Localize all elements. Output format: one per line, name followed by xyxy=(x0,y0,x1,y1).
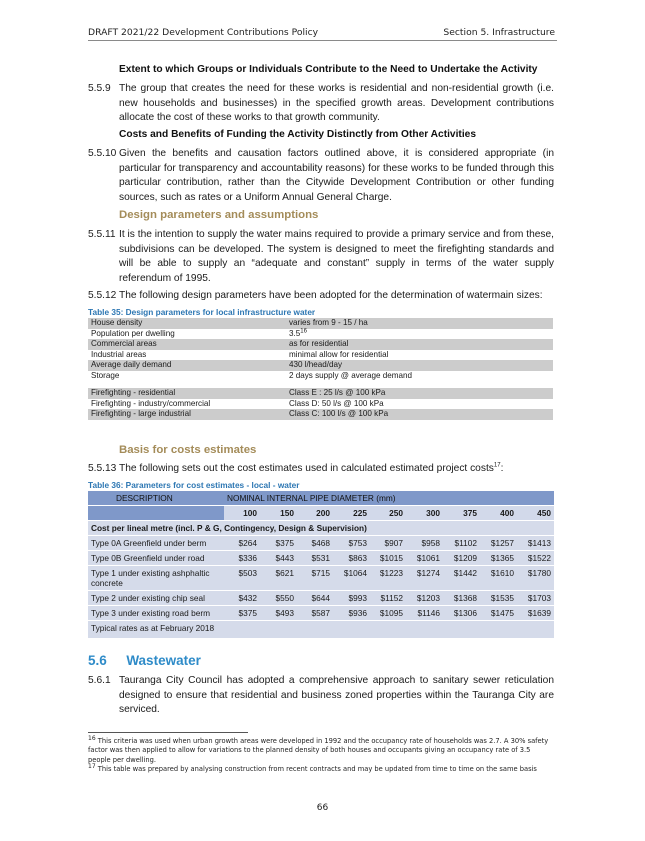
cost-cell: $493 xyxy=(260,606,297,621)
cost-cell: $375 xyxy=(260,536,297,551)
table-row xyxy=(88,536,554,551)
cost-cell: $1475 xyxy=(480,606,517,621)
param-label: Firefighting - industry/commercial xyxy=(91,398,211,408)
param-value: varies from 9 - 15 / ha xyxy=(286,318,553,329)
diameter-375: 375 xyxy=(443,506,480,521)
cost-cell: $1780 xyxy=(517,566,554,591)
row-label: Type 0B Greenfield under road xyxy=(88,551,224,566)
cost-cell: $1095 xyxy=(370,606,406,621)
section-number: 5.6 xyxy=(88,653,107,668)
diameter-225: 225 xyxy=(333,506,370,521)
table-footer-row xyxy=(88,621,554,639)
cost-cell: $993 xyxy=(333,591,370,606)
paragraph-5510: Given the benefits and causation factors outlined above, it is considered appropriate (in particular for transparency and accountability reasons) for these works to be funded through this particular contribution, rather than the Citywide Development Contribution or other funding sources, such as rates or a Uniform Annual General Charge. xyxy=(119,148,554,204)
cost-cell: $1610 xyxy=(480,566,517,591)
table-spacer xyxy=(88,381,553,388)
cost-cell: $550 xyxy=(260,591,297,606)
cost-cell: $1203 xyxy=(406,591,443,606)
footnote-16 xyxy=(88,734,555,765)
cost-cell: $621 xyxy=(260,566,297,591)
param-value: 430 l/head/day xyxy=(286,360,553,371)
cost-cell: $1368 xyxy=(443,591,480,606)
param-label: Storage xyxy=(91,370,120,380)
row-label: Type 0A Greenfield under berm xyxy=(88,536,224,551)
diameter-300: 300 xyxy=(406,506,443,521)
row-label: Type 3 under existing road berm xyxy=(88,606,224,621)
paragraph-5513 xyxy=(119,462,554,477)
table-row xyxy=(88,371,553,382)
table-row xyxy=(88,350,553,361)
cost-cell: $1015 xyxy=(370,551,406,566)
header-description: DESCRIPTION xyxy=(113,491,224,506)
cost-cell: $958 xyxy=(406,536,443,551)
paragraph-5513-end: : xyxy=(500,463,504,474)
paragraph-number-5513: 5.5.13 xyxy=(88,463,117,474)
paragraph-number-5512: 5.5.12 xyxy=(88,290,117,301)
paragraph-559: The group that creates the need for these works is residential and non-residential growth (i.e. new households and businesses) in the specified growth areas. Development contributions allocate the cost of these works to that growth community. xyxy=(119,83,554,124)
header-cell-blank xyxy=(88,491,113,506)
diameter-200: 200 xyxy=(297,506,333,521)
param-label: House density xyxy=(88,318,286,329)
cost-cell: $1413 xyxy=(517,536,554,551)
table-row xyxy=(88,388,553,399)
header-cell-blank xyxy=(88,506,113,521)
heading-extent: Extent to which Groups or Individuals Contribute to the Need to Undertake the Activity xyxy=(119,64,538,75)
table-35-caption: Table 35: Design parameters for local infrastructure water xyxy=(88,307,316,317)
table-row xyxy=(88,409,553,420)
table-row xyxy=(88,606,554,621)
param-value: Class D: 50 l/s @ 100 kPa xyxy=(289,398,384,408)
param-value: Class E : 25 l/s @ 100 kPa xyxy=(286,388,553,399)
cost-cell: $1522 xyxy=(517,551,554,566)
cost-cell: $863 xyxy=(333,551,370,566)
table-row xyxy=(88,591,554,606)
footnote-ref-17: 17 xyxy=(493,462,501,469)
diameter-100: 100 xyxy=(224,506,260,521)
param-value xyxy=(286,329,553,340)
param-value: as for residential xyxy=(286,339,553,350)
footnote-text: This criteria was used when urban growth areas were developed in 1992 and the occupancy rate of households was 2.7. A 30% safety factor was then applied to allow for variations to the planned density of both houses and occupants giving an occupancy rate of 3.5 people per dwelling. xyxy=(88,737,549,764)
cost-cell: $375 xyxy=(224,606,260,621)
footnote-text: This table was prepared by analysing construction from recent contracts and may be updated from time to time on the same basis xyxy=(97,765,537,773)
cost-cell: $1306 xyxy=(443,606,480,621)
cost-cell: $1061 xyxy=(406,551,443,566)
cost-cell: $715 xyxy=(297,566,333,591)
section-row xyxy=(88,521,554,536)
cost-cell: $907 xyxy=(370,536,406,551)
cost-cell: $1442 xyxy=(443,566,480,591)
cost-cell: $936 xyxy=(333,606,370,621)
param-label: Industrial areas xyxy=(91,349,147,359)
subheading-basis-cost-estimates: Basis for costs estimates xyxy=(119,444,257,456)
cost-cell: $1152 xyxy=(370,591,406,606)
table-row xyxy=(88,318,553,329)
diameter-250: 250 xyxy=(370,506,406,521)
cost-cell: $1365 xyxy=(480,551,517,566)
table-header-row xyxy=(88,491,554,506)
diameter-150: 150 xyxy=(260,506,297,521)
cost-cell: $1535 xyxy=(480,591,517,606)
cost-estimates-table xyxy=(88,490,554,638)
row-label: Type 1 under existing ashphaltic concrete xyxy=(88,566,224,591)
header-divider xyxy=(88,40,557,41)
param-value: 2 days supply @ average demand xyxy=(289,370,412,380)
param-value-text: 3.5 xyxy=(289,328,301,338)
header-section-title: Section 5. Infrastructure xyxy=(443,27,555,38)
row-label: Type 2 under existing chip seal xyxy=(88,591,224,606)
diameter-400: 400 xyxy=(480,506,517,521)
cost-cell: $443 xyxy=(260,551,297,566)
table-row xyxy=(88,551,554,566)
paragraph-5511: It is the intention to supply the water mains required to provide a primary service and from these, subdivisions can be developed. The system is designed to meet the firefighting standards and will be able to supply an “adequate and constant” supply in terms of the water supply referendum of 1995. xyxy=(119,229,554,285)
cost-cell: $468 xyxy=(297,536,333,551)
param-label: Firefighting - large industrial xyxy=(88,409,286,420)
cost-cell: $1209 xyxy=(443,551,480,566)
paragraph-number-561: 5.6.1 xyxy=(88,675,111,686)
param-value: minimal allow for residential xyxy=(289,349,389,359)
table-footer-note: Typical rates as at February 2018 xyxy=(88,621,554,639)
diameter-header-row xyxy=(88,506,554,521)
param-value: Class C: 100 l/s @ 100 kPa xyxy=(286,409,553,420)
subheading-design-parameters: Design parameters and assumptions xyxy=(119,209,319,221)
table-row xyxy=(88,566,554,591)
table-row xyxy=(88,399,553,410)
header-document-title: DRAFT 2021/22 Development Contributions Policy xyxy=(88,27,319,38)
paragraph-561: Tauranga City Council has adopted a comprehensive approach to sanitary sewer reticulation designed to ensure that residential and business zoned properties within the Tauranga City are serviced. xyxy=(119,675,554,716)
footnote-divider xyxy=(88,732,248,733)
cost-cell: $1102 xyxy=(443,536,480,551)
param-label: Firefighting - residential xyxy=(88,388,286,399)
cost-cell: $1257 xyxy=(480,536,517,551)
cost-cell: $1064 xyxy=(333,566,370,591)
cost-cell: $587 xyxy=(297,606,333,621)
cost-cell: $1703 xyxy=(517,591,554,606)
footnote-number: 17 xyxy=(88,762,96,770)
table-row xyxy=(88,339,553,350)
page-number: 66 xyxy=(316,803,329,813)
cost-cell: $644 xyxy=(297,591,333,606)
header-cell-blank xyxy=(406,491,554,506)
footnote-17 xyxy=(88,762,555,774)
header-cell-blank xyxy=(113,506,224,521)
section-heading-wastewater xyxy=(88,653,201,668)
paragraph-5513-text: The following sets out the cost estimates used in calculated estimated project costs xyxy=(119,463,494,474)
paragraph-number-5511: 5.5.11 xyxy=(88,229,116,240)
param-label: Population per dwelling xyxy=(91,328,175,338)
cost-cell: $1146 xyxy=(406,606,443,621)
design-parameters-table xyxy=(88,318,553,420)
cost-cell: $1274 xyxy=(406,566,443,591)
paragraph-5512: The following design parameters have been adopted for the determination of watermain sizes: xyxy=(119,290,543,301)
heading-costs-benefits: Costs and Benefits of Funding the Activity Distinctly from Other Activities xyxy=(119,129,476,140)
section-cost-per-metre: Cost per lineal metre (incl. P & G, Contingency, Design & Supervision) xyxy=(88,521,554,536)
cost-cell: $432 xyxy=(224,591,260,606)
cost-cell: $264 xyxy=(224,536,260,551)
paragraph-number-5510: 5.5.10 xyxy=(88,148,117,159)
footnote-number: 16 xyxy=(88,734,96,742)
section-title: Wastewater xyxy=(126,653,201,668)
cost-cell: $503 xyxy=(224,566,260,591)
param-label: Commercial areas xyxy=(88,339,286,350)
cost-cell: $753 xyxy=(333,536,370,551)
param-label: Average daily demand xyxy=(88,360,286,371)
diameter-450: 450 xyxy=(517,506,554,521)
cost-cell: $1223 xyxy=(370,566,406,591)
table-36-caption: Table 36: Parameters for cost estimates - local - water xyxy=(88,480,300,490)
header-pipe-diameter: NOMINAL INTERNAL PIPE DIAMETER (mm) xyxy=(224,491,406,506)
cost-cell: $1639 xyxy=(517,606,554,621)
cost-cell: $336 xyxy=(224,551,260,566)
table-row xyxy=(88,329,553,340)
table-row xyxy=(88,360,553,371)
cost-cell: $531 xyxy=(297,551,333,566)
footnote-ref-16: 16 xyxy=(300,328,307,335)
paragraph-number-559: 5.5.9 xyxy=(88,83,111,94)
